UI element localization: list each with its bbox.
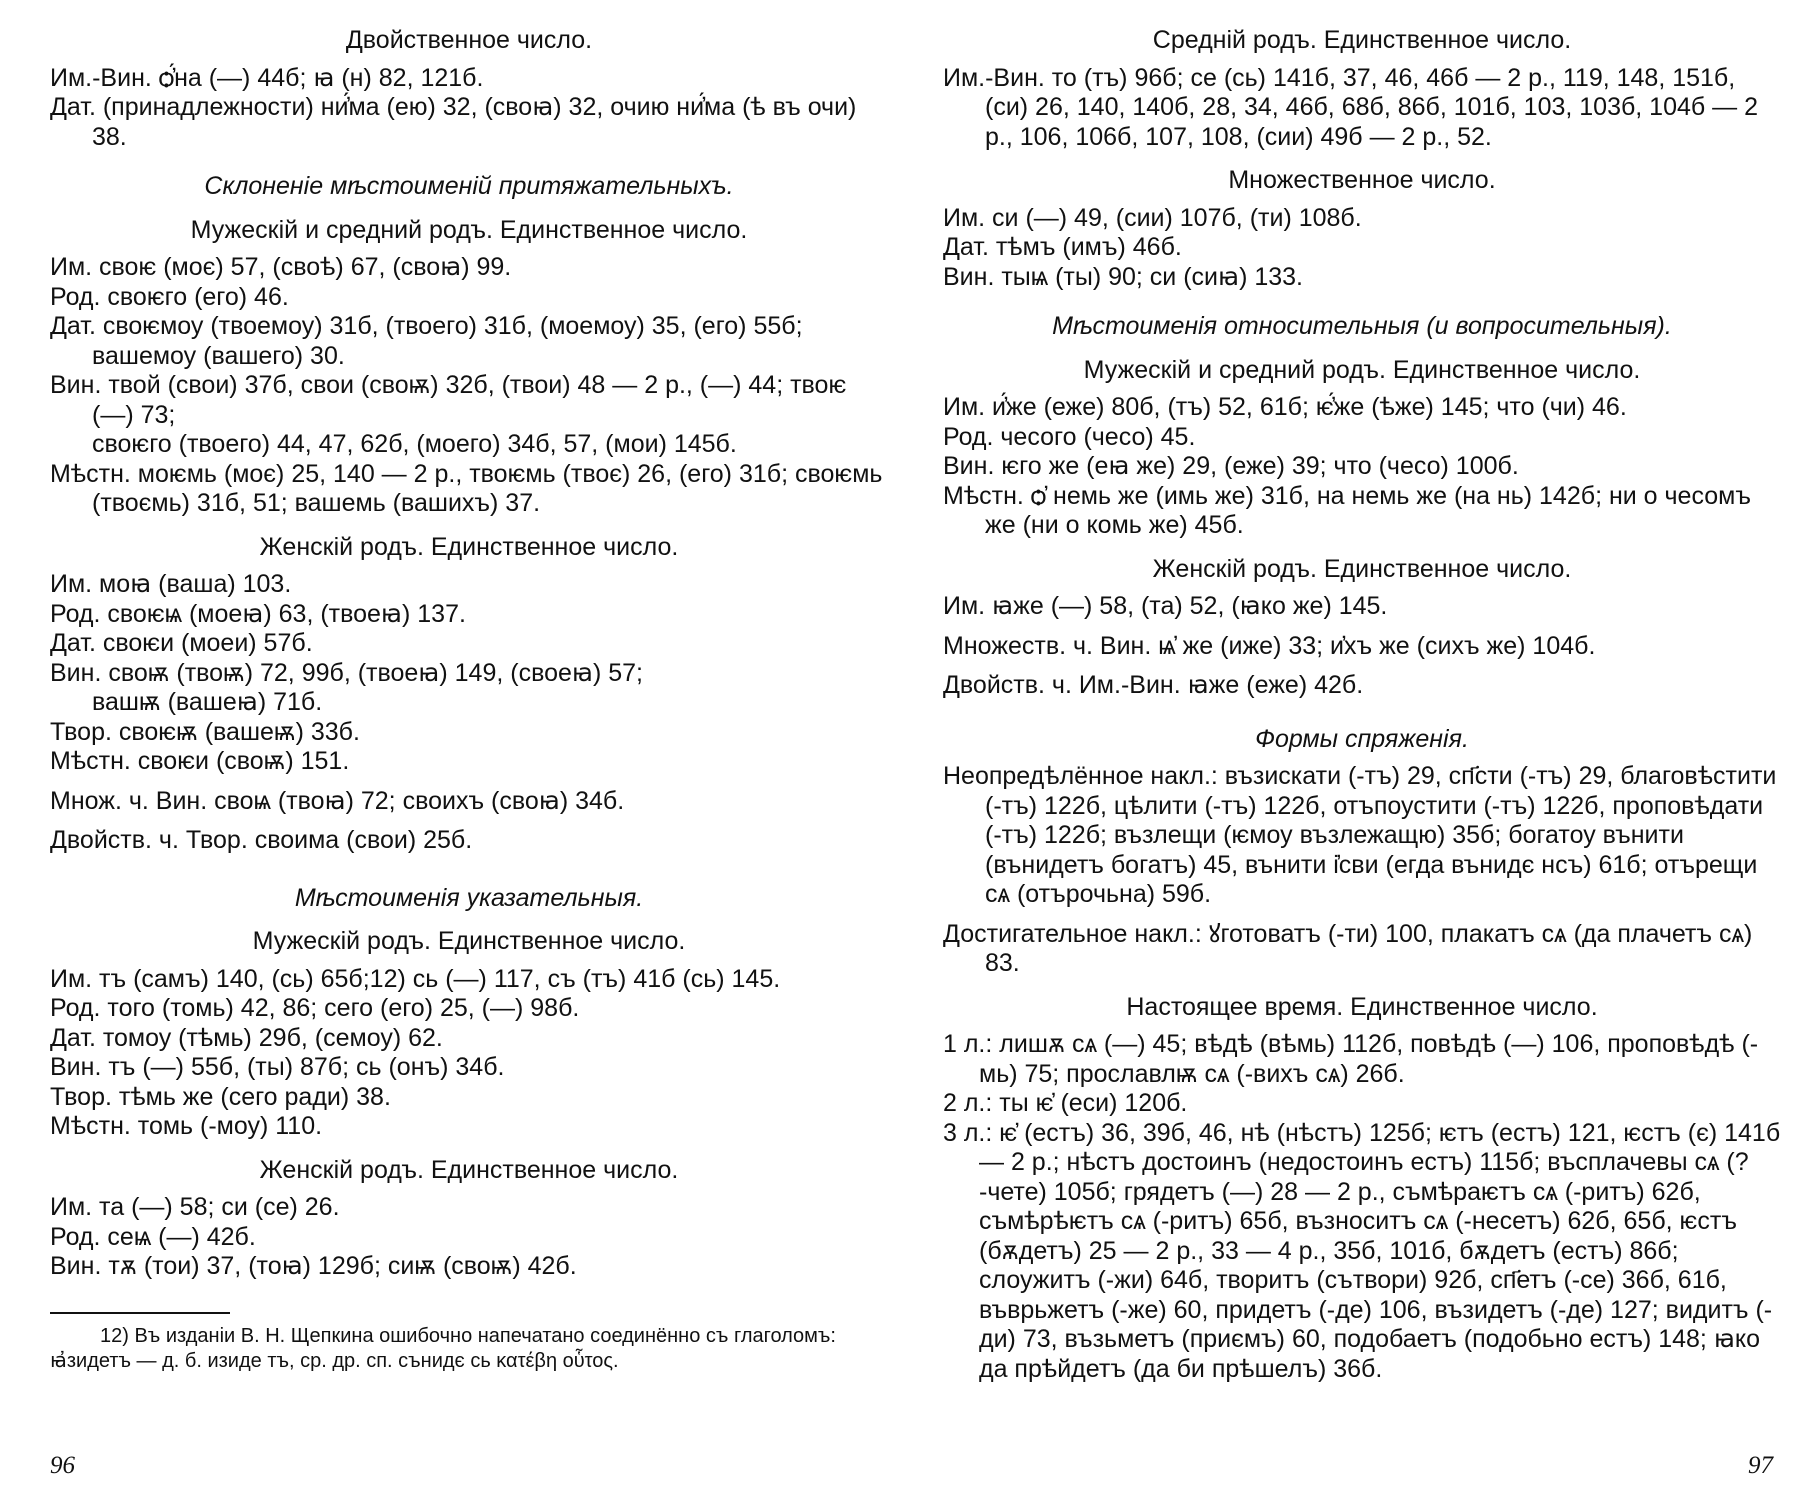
relative-dual-line: Двойств. ч. Им.-Вин. ꙗже (еже) 42б. [943,671,1364,699]
entry-line: Род. своѥго (его) 46. [50,282,289,311]
demonstrative-masc-section [50,965,888,1142]
possessive-dual-line: Двойств. ч. Твор. своима (свои) 25б. [50,826,473,854]
entry-line: Дат. тѣмъ (имъ) 46б. [943,233,1182,261]
left-page [50,26,888,1374]
infinitive-paragraph: Неопредѣлённое накл.: възискати (-тъ) 29, сп҃сти (-тъ) 29, благовѣстити (-тъ) 122б, цѣлити (-тъ) 122б, отъпоустити (-тъ) 122б, проповѣдати (-тъ) 122б; възлещи (ѥмоу възлежащю) 35б; богатоу вънити (вънидетъ богатъ) 45, вънити і҆сви (егда вънидє нсъ) 61б; отърещи сѧ (отърочьна) 59б. [943,762,1777,908]
entry-line: Вин. своѭ (твоѭ) 72, 99б, (твоеꙗ) 149, (своеꙗ) 57; [50,658,643,687]
entry-line: Им. своѥ (моє) 57, (своѣ) 67, (своꙗ) 99. [50,253,512,281]
entry-line: Им. си (—) 49, (сии) 107б, (ти) 108б. [943,203,1362,232]
heading-possessive-pronouns: Склоненiе мѣстоименiй притяжательныхъ. [204,172,734,200]
page-number-left: 96 [50,1452,75,1479]
entry-line: Им. та (—) 58; си (се) 26. [50,1193,340,1221]
dual-number-section [50,64,888,153]
entry-line: Твор. тѣмь же (сего ради) 38. [50,1082,391,1111]
relative-fem-line: Им. ꙗже (—) 58, (та) 52, (ꙗко же) 145. [943,592,1388,620]
entry-line: Дат. своѥмоу (твоемоу) 31б, (твоего) 31б, (моемоу) 35, (его) 55б; вашемоу (вашего) 30. [50,312,803,370]
heading-conjugation-forms: Формы спряженiя. [1255,724,1469,753]
heading-relative-pronouns: Мѣстоименiя относительныя (и вопросительныя). [1052,312,1672,340]
entry-line: Им. моꙗ (ваша) 103. [50,570,292,598]
entry-line: Им. и҆́же (еже) 80б, (тъ) 52, 61б; ѥ҆́же (ѣже) 145; что (чи) 46. [943,393,1627,421]
entry-line: Им. тъ (самъ) 140, (сь) 65б;12) сь (—) 117, съ (тъ) 41б (сь) 145. [50,964,781,993]
entry-line: Род. того (томь) 42, 86; сего (его) 25, (—) 98б. [50,994,580,1022]
possessive-masc-neut-section [50,253,888,519]
present-2nd-person [943,1089,1781,1119]
person-forms: ты ѥ҆ (еси) 120б. [999,1089,1188,1117]
heading-possessive-fem: Женскiй родъ. Единственное число. [259,532,679,561]
footnote-12: 12) Въ изданiи В. Н. Щепкина ошибочно напечатано соединённо съ глаголомъ: ꙗ҆зидетъ — д. б. изиде тъ, ср. др. сп. сънидє сь κατέβη οὗτος. [50,1324,836,1372]
present-1st-person [943,1030,1781,1089]
heading-relative-masc-neut: Мужескiй и средний родъ. Единственное число. [1083,355,1641,384]
entry-line: Род. сеѩ (—) 42б. [50,1222,256,1251]
heading-dual-number: Двойственное число. [345,26,593,54]
person-label: 3 л.: [943,1118,993,1147]
relative-plural-line: Множеств. ч. Вин. ѩ҆ же (иже) 33; и҆хъ же (сихъ же) 104б. [943,631,1596,660]
entry-line: Род. своѥѩ (моеꙗ) 63, (твоеꙗ) 137. [50,599,466,628]
entry-line: Вин. тыѩ (ты) 90; си (сиꙗ) 133. [943,262,1303,291]
supine-paragraph: Достигательное накл.: ꙋготоватъ (-ти) 100, плакатъ сѧ (да плачетъ сѧ) 83. [943,919,1753,977]
person-label: 1 л.: [943,1030,993,1058]
person-forms: ѥ҆ (естъ) 36, 39б, 46, нѣ (нѣстъ) 125б; ѥтъ (естъ) 121, ѥстъ (є) 141б — 2 р.; нѣстъ достоинъ (недостоинъ естъ) 115б; въсплачевы сѧ (? -чете) 105б; грядетъ (—) 28 — 2 р., съмѣраѥтъ сѧ (-ритъ) 62б, съмѣрѣѥтъ сѧ (-ритъ) 65б, възноситъ сѧ (-несетъ) 62б, 65б, ѥстъ (бѫдетъ) 25 — 2 р., 33 — 4 р., 35б, 101б, бѫдетъ (естъ) 86б; слоужитъ (-жи) 64б, творитъ (сътвори) 92б, сп҃етъ (-се) 36б, 61б, въврьжетъ (-же) 60, придетъ (-де) 106, възидетъ (-де) 127; видитъ (-ди) 73, възьметъ (приємъ) 60, подобаетъ (подобьно естъ) 148; ꙗко да прѣйдетъ (да би прѣшелъ) 36б. [979,1118,1781,1383]
neuter-section [943,64,1781,153]
person-forms: лишѫ сѧ (—) 45; вѣдѣ (вѣмь) 112б, повѣдѣ (—) 106, проповѣдѣ (-мь) 75; прославлѭ сѧ (-вихъ сѧ) 26б. [979,1030,1759,1088]
demonstrative-fem-section [50,1193,888,1282]
footnote-rule [50,1312,230,1314]
entry-continuation: своѥго (твоего) 44, 47, 62б, (моего) 34б, 57, (мои) 145б. [92,430,737,458]
present-3rd-person [943,1119,1781,1385]
entry-line: Дат. томоу (тѣмь) 29б, (семоу) 62. [50,1023,443,1052]
entry-line: Вин. твой (свои) 37б, свои (своѭ) 32б, (твои) 48 — 2 р., (—) 44; твоѥ (—) 73; [50,371,847,429]
heading-demonstrative-fem: Женскiй родъ. Единственное число. [259,1155,679,1184]
plural-section [943,204,1781,293]
entry-line: Вин. тъ (—) 55б, (ты) 87б; сь (онъ) 34б. [50,1053,505,1081]
entry-line: Мѣстн. ѻ҆ немь же (имь же) 31б, на немь же (на нь) 142б; ни о чесомъ же (ни о комь же) 45б. [943,481,1751,539]
present-tense-section [943,1030,1781,1384]
entry-line: Дат. (принадлежности) ни҆́ма (ею) 32, (своꙗ) 32, очию ни҆́ма (ѣ въ очи) 38. [50,93,857,151]
heading-plural: Множественное число. [1228,166,1496,194]
heading-present-tense: Настоящее время. Единственное число. [1126,992,1598,1021]
entry-line: Вин. тѫ (тои) 37, (тоꙗ) 129б; сиѭ (своѭ) 42б. [50,1252,577,1280]
entry-continuation: вашѭ (вашеꙗ) 71б. [92,688,323,716]
entry-line: Им.-Вин. ѻ҆́на (—) 44б; ꙗ (н) 82, 121б. [50,63,484,92]
page-number-right: 97 [1748,1452,1773,1479]
entry-line: Мѣстн. томь (-моу) 110. [50,1112,323,1140]
possessive-plural-line: Множ. ч. Вин. своѩ (твоꙗ) 72; своихъ (своꙗ) 34б. [50,786,625,815]
heading-demonstrative-pronouns: Мѣстоименiя указательныя. [294,883,644,912]
heading-demonstrative-masc: Мужескiй родъ. Единственное число. [252,927,686,955]
possessive-fem-section [50,570,888,777]
heading-possessive-masc-neut: Мужескiй и средний родъ. Единственное число. [190,215,748,244]
heading-relative-fem: Женскiй родъ. Единственное число. [1152,554,1572,583]
entry-line: Дат. своѥи (моеи) 57б. [50,629,313,657]
entry-line: Твор. своѥѭ (вашеѭ) 33б. [50,717,360,746]
heading-neuter-singular: Среднiй родъ. Единственное число. [1152,26,1572,54]
right-page [943,26,1781,1384]
relative-masc-neut-section [943,393,1781,541]
entry-line: Вин. ѥго же (еꙗ же) 29, (еже) 39; что (чесо) 100б. [943,452,1519,480]
entry-line: Мѣстн. моѥмь (моє) 25, 140 — 2 р., твоѥмь (твоє) 26, (его) 31б; своѥмь (твоємь) 31б, 51; вашемь (вашихъ) 37. [50,459,883,517]
entry-line: Мѣстн. своѥи (своѭ) 151. [50,747,350,775]
entry-line: Род. чесого (чесо) 45. [943,422,1196,451]
person-label: 2 л.: [943,1089,993,1117]
entry-line: Им.-Вин. то (тъ) 96б; се (сь) 141б, 37, 46, 46б — 2 р., 119, 148, 151б, (си) 26, 140, 140б, 28, 34, 46б, 68б, 86б, 101б, 103, 103б, 104б — 2 р., 106, 106б, 107, 108, (сии) 49б — 2 р., 52. [943,63,1759,151]
